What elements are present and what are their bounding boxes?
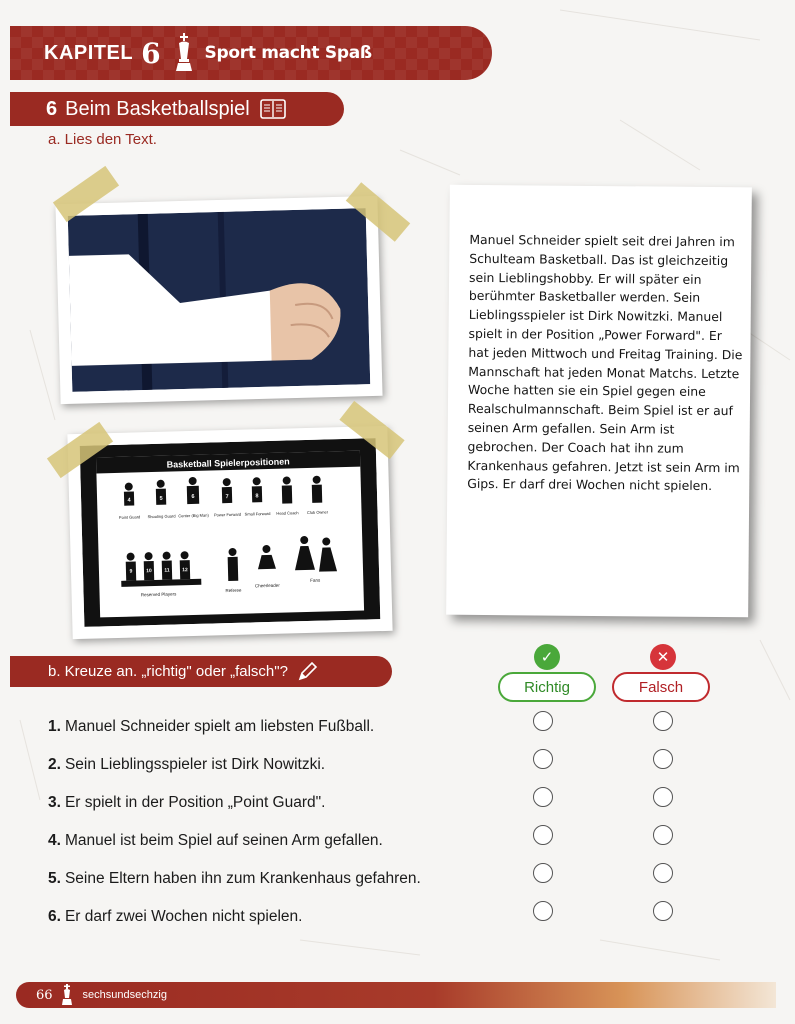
- checkmark-icon: ✓: [534, 644, 560, 670]
- column-falsch: Falsch: [612, 672, 710, 702]
- page-number: 66: [36, 987, 53, 1003]
- photo-positions-chart: [67, 426, 392, 639]
- reading-text-card: [446, 185, 752, 618]
- referee-figure: [228, 557, 239, 581]
- photo-arm-cast: [55, 196, 382, 404]
- bench-number: 10: [146, 568, 152, 575]
- falsch-radio[interactable]: [653, 901, 673, 921]
- richtig-radio[interactable]: [533, 825, 553, 845]
- question-text: Seine Eltern haben ihn zum Krankenhaus gefahren.: [64, 870, 421, 887]
- bottom-label: Referee: [225, 587, 242, 594]
- chapter-banner: [10, 26, 492, 80]
- question-text: Sein Lieblingsspieler ist Dirk Nowitzki.: [64, 756, 326, 773]
- falsch-radio[interactable]: [653, 711, 673, 731]
- richtig-radio[interactable]: [533, 863, 553, 883]
- question-text: Er darf zwei Wochen nicht spielen.: [64, 908, 303, 925]
- question-row: [48, 822, 748, 860]
- footer-bar: [16, 982, 776, 1008]
- question-row: [48, 784, 748, 822]
- player-figure: [282, 485, 292, 503]
- bottom-label: Fans: [310, 577, 321, 583]
- falsch-radio[interactable]: [653, 787, 673, 807]
- positions-chart-title: Basketball Spielerpositionen: [166, 456, 290, 470]
- bench-number: 11: [164, 567, 170, 574]
- task-a-instruction: a. Lies den Text.: [48, 131, 157, 148]
- richtig-radio[interactable]: [533, 787, 553, 807]
- jersey-number: 6: [191, 493, 195, 500]
- question-text: Er spielt in der Position „Point Guard".: [64, 794, 326, 811]
- question-list: [48, 708, 748, 936]
- question-number: 1.: [48, 718, 61, 735]
- jersey-number: 4: [127, 497, 131, 504]
- task-b-instruction: b. Kreuze an. „richtig" oder „falsch"?: [48, 663, 288, 680]
- chapter-title: Sport macht Spaß: [204, 43, 372, 63]
- question-row: [48, 746, 748, 784]
- question-text: Manuel ist beim Spiel auf seinen Arm gefallen.: [64, 832, 383, 849]
- jersey-number: 7: [225, 494, 229, 501]
- positions-chart: [80, 438, 381, 627]
- question-number: 4.: [48, 832, 61, 849]
- book-icon: [260, 99, 286, 119]
- task-b-banner: [10, 656, 392, 687]
- section-banner: [10, 92, 344, 126]
- question-row: [48, 860, 748, 898]
- question-text: Manuel Schneider spielt am liebsten Fußball.: [64, 718, 375, 735]
- chapter-number: 6: [141, 36, 161, 70]
- question-number: 6.: [48, 908, 61, 925]
- column-richtig: Richtig: [498, 672, 596, 702]
- position-label: Point Guard: [118, 514, 141, 520]
- section-title: Beim Basketballspiel: [65, 97, 250, 120]
- position-label: Head Coach: [276, 510, 299, 516]
- richtig-radio[interactable]: [533, 901, 553, 921]
- question-number: 2.: [48, 756, 61, 773]
- chess-king-icon: [61, 984, 73, 1006]
- page-word: sechsundsechzig: [82, 989, 167, 1001]
- position-label: Center (Big Man): [178, 512, 209, 519]
- position-label: Small Forward: [244, 510, 271, 517]
- richtig-radio[interactable]: [533, 711, 553, 731]
- bench-number: 9: [129, 568, 133, 575]
- position-label: Power Forward: [213, 511, 242, 518]
- bottom-label: Reserved Players: [140, 591, 177, 598]
- chess-king-icon: [173, 33, 195, 73]
- question-row: [48, 708, 748, 746]
- chapter-label: KAPITEL: [44, 41, 134, 64]
- reading-text: Manuel Schneider spielt seit drei Jahren im Schulteam Basketball. Das ist gleichzeitig sein Lieblingshobby. Er will später ein berühmter Basketballer werden. Sein Lieblingsspieler ist Dirk Nowitzki. Manuel spielt in der Position „Power Forward". Er hat jeden Mittwoch und Freitag Training. Die Mannschaft hat jeden Monat Matchs. Letzte Woche hatten sie ein Spiel gegen eine Realschulmannschaft. Beim Spiel ist er auf seinen Arm gefallen. Sein Arm ist gebrochen. Der Coach hat ihn zum Krankenhaus gefahren. Jetzt ist sein Arm im Gips. Er darf drei Wochen nicht spielen.: [467, 231, 743, 494]
- position-label: Club Owner: [306, 509, 329, 515]
- pencil-icon: [296, 661, 318, 683]
- richtig-radio[interactable]: [533, 749, 553, 769]
- cross-icon: ✕: [650, 644, 676, 670]
- section-number: 6: [46, 97, 58, 120]
- question-row: [48, 898, 748, 936]
- falsch-radio[interactable]: [653, 825, 673, 845]
- bench-number: 12: [182, 567, 188, 574]
- falsch-radio[interactable]: [653, 863, 673, 883]
- bottom-label: Cheerleader: [254, 582, 280, 589]
- arm-cast-image: [68, 208, 371, 392]
- jersey-number: 8: [255, 493, 259, 500]
- question-number: 3.: [48, 794, 61, 811]
- falsch-radio[interactable]: [653, 749, 673, 769]
- question-number: 5.: [48, 870, 61, 887]
- position-label: Shooting Guard: [147, 513, 176, 520]
- jersey-number: 5: [159, 495, 163, 502]
- player-figure: [312, 485, 322, 503]
